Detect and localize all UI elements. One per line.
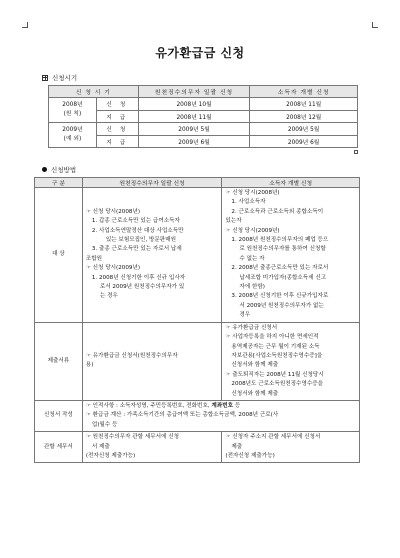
individual-value: 2009년 6월 <box>250 135 358 148</box>
header-individual: 소득자 개별 신청 <box>250 86 358 98</box>
timing-table <box>48 85 358 148</box>
table-row <box>49 123 358 136</box>
list-item: 1. 갑종 근로소득만 있는 급여소득자 <box>91 218 180 225</box>
group-year: 2009년 <box>62 127 83 133</box>
group-kind: (예 외) <box>63 136 82 142</box>
office-batch-cell <box>82 432 222 463</box>
list-item: 용역제공자는 근무 월이 기재된 소득 <box>231 343 320 350</box>
list-item: 로서 2009년 원천징수의무자가 있 <box>99 284 185 291</box>
group-2009 <box>49 123 97 148</box>
header-period: 신 청 시 기 <box>49 86 139 98</box>
list-item: ☞ 원천징수의무자 관할 세무서에 신청 <box>85 434 180 441</box>
list-item: ☞ 사업자등록을 하지 아니한 면세인적 <box>225 334 319 341</box>
list-item: 1. 2008년 신청기한 이후 신규 입사자 <box>91 274 186 281</box>
list-item: 서 제출 <box>91 443 110 450</box>
table-row-office <box>35 432 360 463</box>
page-corner-mark-right <box>372 22 378 28</box>
list-item: 용) <box>85 362 94 369</box>
section-timing-label: 신청시기 <box>52 74 78 82</box>
list-item: ☞ 유가환급금 신청서 <box>225 324 278 331</box>
header-batch: 원천징수의무자 일괄 신청 <box>82 178 222 188</box>
table-row-documents <box>35 322 360 400</box>
target-individual-cell <box>222 188 360 323</box>
header-batch: 원천징수의무자 일괄 신청 <box>138 86 250 98</box>
list-item: ☞ 유가환급금 신청서(원천징수의무자 <box>85 352 178 359</box>
list-item: 1. 2008년 원천징수의무자의 폐업 등으 <box>231 237 329 244</box>
group-year: 2008년 <box>62 102 83 108</box>
list-item: ☞ 신청 당시(2008년) <box>225 190 280 196</box>
list-item: 있는자 <box>225 218 242 225</box>
header-individual: 소득자 개별 신청 <box>222 178 360 188</box>
sub-label: 지 급 <box>96 110 138 123</box>
individual-value: 2008년 12월 <box>250 110 358 123</box>
list-item: 2008년도 근로소득원천징수영수증을 <box>231 381 324 388</box>
list-item <box>86 402 356 411</box>
list-item: 신청서와 함께 제출 <box>231 390 279 397</box>
table-resize-handle[interactable] <box>354 150 358 154</box>
table-row <box>49 98 358 111</box>
header-category: 구 분 <box>35 178 83 188</box>
list-item: ☞ 환급금 계산 : 가족소득기간의 총급여액 또는 총합소득금액, 2008년 근로(사 <box>85 412 279 419</box>
list-item: ☞ 신청 당시(2008년) <box>85 208 141 215</box>
list-item: 3. 2008년 신청기한 이후 신규가입자로 <box>231 293 329 300</box>
target-batch-cell <box>82 188 222 323</box>
group-kind: (원 칙) <box>63 111 82 117</box>
row-label: 대 상 <box>35 188 83 323</box>
section-method-label: 신청방법 <box>51 166 77 174</box>
individual-value: 2008년 11월 <box>250 98 358 111</box>
row-label: 신청서 작성 <box>35 400 83 431</box>
list-item: (전자신청 제출가능) <box>225 452 275 459</box>
writing-cell <box>82 400 359 431</box>
individual-value: 2009년 5월 <box>250 123 358 136</box>
list-item: 자보관용[사업소득원천징수영수증]을 <box>231 352 323 359</box>
writing-line1-bold: 계좌번호 <box>211 402 234 409</box>
row-label: 제출서류 <box>35 322 83 400</box>
list-item: 수 없는 자 <box>239 255 265 262</box>
list-item: 2. 2008년 출종근로소득만 있는 자로서 <box>231 265 329 272</box>
sub-label: 신 청 <box>96 98 138 111</box>
row-label: 관할 세무서 <box>35 432 83 463</box>
office-individual-cell <box>222 432 360 463</box>
bullet-icon <box>42 167 47 172</box>
list-item: ☞ 신청 당시(2009년) <box>85 265 141 272</box>
documents-individual-cell <box>222 322 360 400</box>
list-item: 1. 사업소득자 <box>231 199 266 206</box>
group-2008 <box>49 98 97 123</box>
sub-label: 지 급 <box>96 135 138 148</box>
list-item: 경우 <box>239 312 251 319</box>
method-table <box>34 177 360 463</box>
list-item: ☞ 신청자 주소지 관할 세무서에 신청서 <box>225 434 321 441</box>
list-item: 2. 근로소득과 근로소득외 종합소득이 <box>231 208 324 215</box>
list-item: 신청서와 함께 제출 <box>231 362 279 369</box>
documents-batch-cell <box>82 322 222 400</box>
table-row-target <box>35 188 360 323</box>
section-method <box>42 165 76 174</box>
writing-line1-prefix: ☞ 인적사항 : 소득자성명, 주민등록번호, 전화번호, <box>85 402 212 409</box>
list-item: 3. 출종 근로소득만 있는 자로서 납세 <box>91 246 182 253</box>
list-item: 있는 보험모집인, 방문판매원 <box>105 237 177 244</box>
list-item: ☞ 출도퇴직자는 2008년 11월 신청당시 <box>225 371 324 378</box>
list-item: 업)월수 등 <box>91 421 118 428</box>
method-table-header <box>35 178 360 188</box>
list-item: 2. 사업소득연말정산 대상 사업소득만 <box>91 227 184 234</box>
list-item: (전자신청 제출가능) <box>85 452 136 459</box>
batch-value: 2008년 11월 <box>138 110 250 123</box>
batch-value: 2008년 10월 <box>138 98 250 111</box>
list-item: 조합원 <box>85 255 103 262</box>
move-handle-icon <box>42 75 48 81</box>
section-timing <box>42 73 77 82</box>
batch-value: 2009년 6월 <box>138 135 250 148</box>
page-title: 유가환급금 신청 <box>155 46 245 60</box>
batch-value: 2009년 5월 <box>138 123 250 136</box>
table-row-writing <box>35 400 360 431</box>
writing-line1-suffix: 등 <box>233 402 241 409</box>
page-corner-mark-left <box>22 22 28 28</box>
timing-table-header <box>49 86 358 98</box>
sub-label: 신 청 <box>96 123 138 136</box>
list-item: 서 2009년 원천징수의무자가 없는 <box>239 302 324 309</box>
list-item: ☞ 신청 당시(2009년) <box>225 227 280 234</box>
list-item: 납세조합 미가입자(종합소득세 신고 <box>239 274 327 281</box>
list-item: 자에 한함) <box>239 284 265 291</box>
list-item: 는 경우 <box>99 293 118 300</box>
list-item: 로 원천징수의무자를 통하여 신청할 <box>239 246 326 253</box>
list-item: 제출 <box>231 443 243 450</box>
